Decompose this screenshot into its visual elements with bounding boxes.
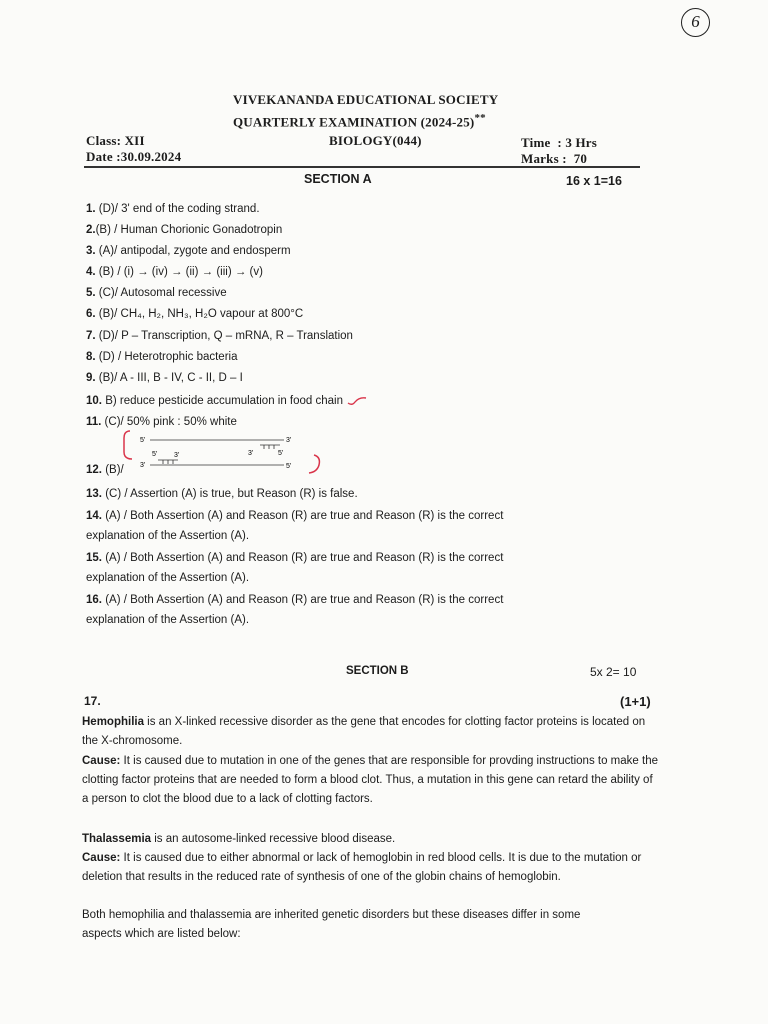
exam-title-text: QUARTERLY EXAMINATION (2024-25): [233, 114, 475, 130]
answer-9: [86, 370, 243, 386]
label-mid-right-a: 3': [248, 450, 254, 457]
question-17-marks: (1+1): [620, 694, 651, 709]
answer-text: B) reduce pesticide accumulation in food chain: [102, 395, 344, 407]
label-bottom-right: 5': [286, 463, 292, 470]
answer-text: explanation of the Assertion (A).: [86, 614, 250, 626]
answer-text: (B) / (i) → (iv) → (ii) → (iii) → (v): [95, 266, 263, 278]
answer-text: (A) / Both Assertion (A) and Reason (R) are true and Reason (R) is the correct: [102, 552, 504, 564]
answer-text: explanation of the Assertion (A).: [86, 530, 250, 542]
answer-number: 6.: [86, 308, 96, 320]
answer-14: [86, 508, 503, 524]
paragraph-text: It is caused due to either abnormal or lack of hemoglobin in red blood cells. It is due to the mutation or deletion that results in the reduced rate of synthesis of one of the globin chains of hemoglobin.: [82, 852, 642, 883]
answer-15: [86, 550, 503, 566]
answer-16-cont: [86, 612, 249, 628]
answer-7: [86, 328, 353, 344]
term-thalassemia: Thalassemia: [82, 833, 152, 845]
answer-text: (D) / Heterotrophic bacteria: [95, 351, 238, 363]
label-mid-left-a: 5': [152, 451, 158, 458]
answer-number: 3.: [86, 245, 96, 257]
answer-8: [86, 349, 237, 365]
answer-1: [86, 201, 260, 217]
answer-10: [86, 393, 368, 409]
answer-number: 4.: [86, 266, 96, 278]
label-top-left: 5': [140, 437, 146, 444]
left-bracket: [124, 431, 132, 459]
answer-number: 16.: [86, 594, 102, 606]
answer-text: (B)/ CH₄, H₂, NH₃, H₂O vapour at 800°C: [95, 308, 304, 320]
answer-number: 2.: [86, 224, 96, 236]
section-b-title: SECTION B: [346, 665, 409, 677]
answer-16: [86, 592, 503, 608]
answer-text: (B)/: [102, 464, 124, 476]
label-mid-left-b: 3': [174, 452, 180, 459]
answer-number: 14.: [86, 510, 102, 522]
society-name: VIVEKANANDA EDUCATIONAL SOCIETY: [233, 92, 499, 107]
page-number: 6: [681, 8, 710, 37]
answer-4: [86, 264, 263, 280]
answer-text: (C)/ 50% pink : 50% white: [101, 416, 237, 428]
term-hemophilia: Hemophilia: [82, 716, 144, 728]
label-bottom-left: 3': [140, 462, 146, 469]
answer-number: 10.: [86, 395, 102, 407]
answer-text: (C) / Assertion (A) is true, but Reason (R) is false.: [102, 488, 358, 500]
answer-number: 7.: [86, 330, 96, 342]
thalassemia-paragraph: [82, 830, 660, 849]
answer-text: (A) / Both Assertion (A) and Reason (R) are true and Reason (R) is the correct: [102, 510, 504, 522]
answer-text: (B) / Human Chorionic Gonadotropin: [95, 224, 283, 236]
term-cause: Cause:: [82, 852, 121, 864]
section-a-title: SECTION A: [304, 172, 372, 186]
subject-label: BIOLOGY(044): [329, 133, 422, 148]
answer-5: [86, 285, 227, 301]
date-label: Date :30.09.2024: [86, 149, 182, 164]
answer-14-cont: [86, 528, 249, 544]
answer-number: 8.: [86, 351, 96, 363]
marks-label: Marks : 70: [521, 151, 588, 166]
answer-2: [86, 222, 282, 238]
term-cause: Cause:: [82, 755, 121, 767]
exam-title: [233, 112, 486, 130]
answer-number: 12.: [86, 464, 102, 476]
answer-text: (A) / Both Assertion (A) and Reason (R) are true and Reason (R) is the correct: [102, 594, 504, 606]
answer-number: 13.: [86, 488, 102, 500]
answer-text: (A)/ antipodal, zygote and endosperm: [95, 245, 291, 257]
paragraph-text: is an autosome-linked recessive blood disease.: [151, 833, 396, 845]
label-top-right: 3': [286, 437, 292, 444]
paragraph-text: Both hemophilia and thalassemia are inherited genetic disorders but these diseases differ in some aspects which are listed below:: [82, 909, 581, 940]
paragraph-text: is an X-linked recessive disorder as the gene that encodes for clotting factor proteins is located on the X-chromosome.: [82, 716, 646, 747]
answer-number: 1.: [86, 203, 96, 215]
hemophilia-cause-paragraph: [82, 752, 660, 809]
exam-mark: **: [474, 112, 486, 124]
answer-3: [86, 243, 291, 259]
answer-text: (C)/ Autosomal recessive: [95, 287, 227, 299]
answer-number: 5.: [86, 287, 96, 299]
class-label: Class: XII: [86, 133, 145, 148]
answer-12: [86, 462, 124, 478]
answer-number: 11.: [86, 416, 102, 428]
paragraph-text: It is caused due to mutation in one of the genes that are responsible for provding instructions to make the clotting factor proteins that are needed to form a blood clot. Thus, a mutation in this gene can retard the ability of a person to clot the blood due to a lack of clotting factors.: [82, 755, 658, 805]
answer-text: (D)/ P – Transcription, Q – mRNA, R – Translation: [95, 330, 353, 342]
answer-number: 9.: [86, 372, 96, 384]
right-bracket: [309, 455, 319, 473]
question-17-number: 17.: [84, 694, 101, 708]
answer-text: (B)/ A - III, B - IV, C - II, D – I: [95, 372, 243, 384]
answer-number: 15.: [86, 552, 102, 564]
thalassemia-cause-paragraph: [82, 849, 660, 887]
answer-15-cont: [86, 570, 249, 586]
answer-13: [86, 486, 358, 502]
section-b-marks: 5x 2= 10: [590, 665, 637, 679]
time-label: Time : 3 Hrs: [521, 135, 598, 150]
section-a-marks: 16 x 1=16: [566, 174, 622, 188]
answer-6: [86, 306, 303, 322]
comparison-paragraph: [82, 906, 602, 944]
dna-diagram: [118, 426, 330, 476]
answer-text: explanation of the Assertion (A).: [86, 572, 250, 584]
label-mid-right-b: 5': [278, 450, 284, 457]
hemophilia-paragraph: [82, 713, 660, 751]
tick-mark-icon: [346, 395, 368, 407]
answer-text: (D)/ 3' end of the coding strand.: [95, 203, 260, 215]
header-divider: [84, 166, 640, 168]
